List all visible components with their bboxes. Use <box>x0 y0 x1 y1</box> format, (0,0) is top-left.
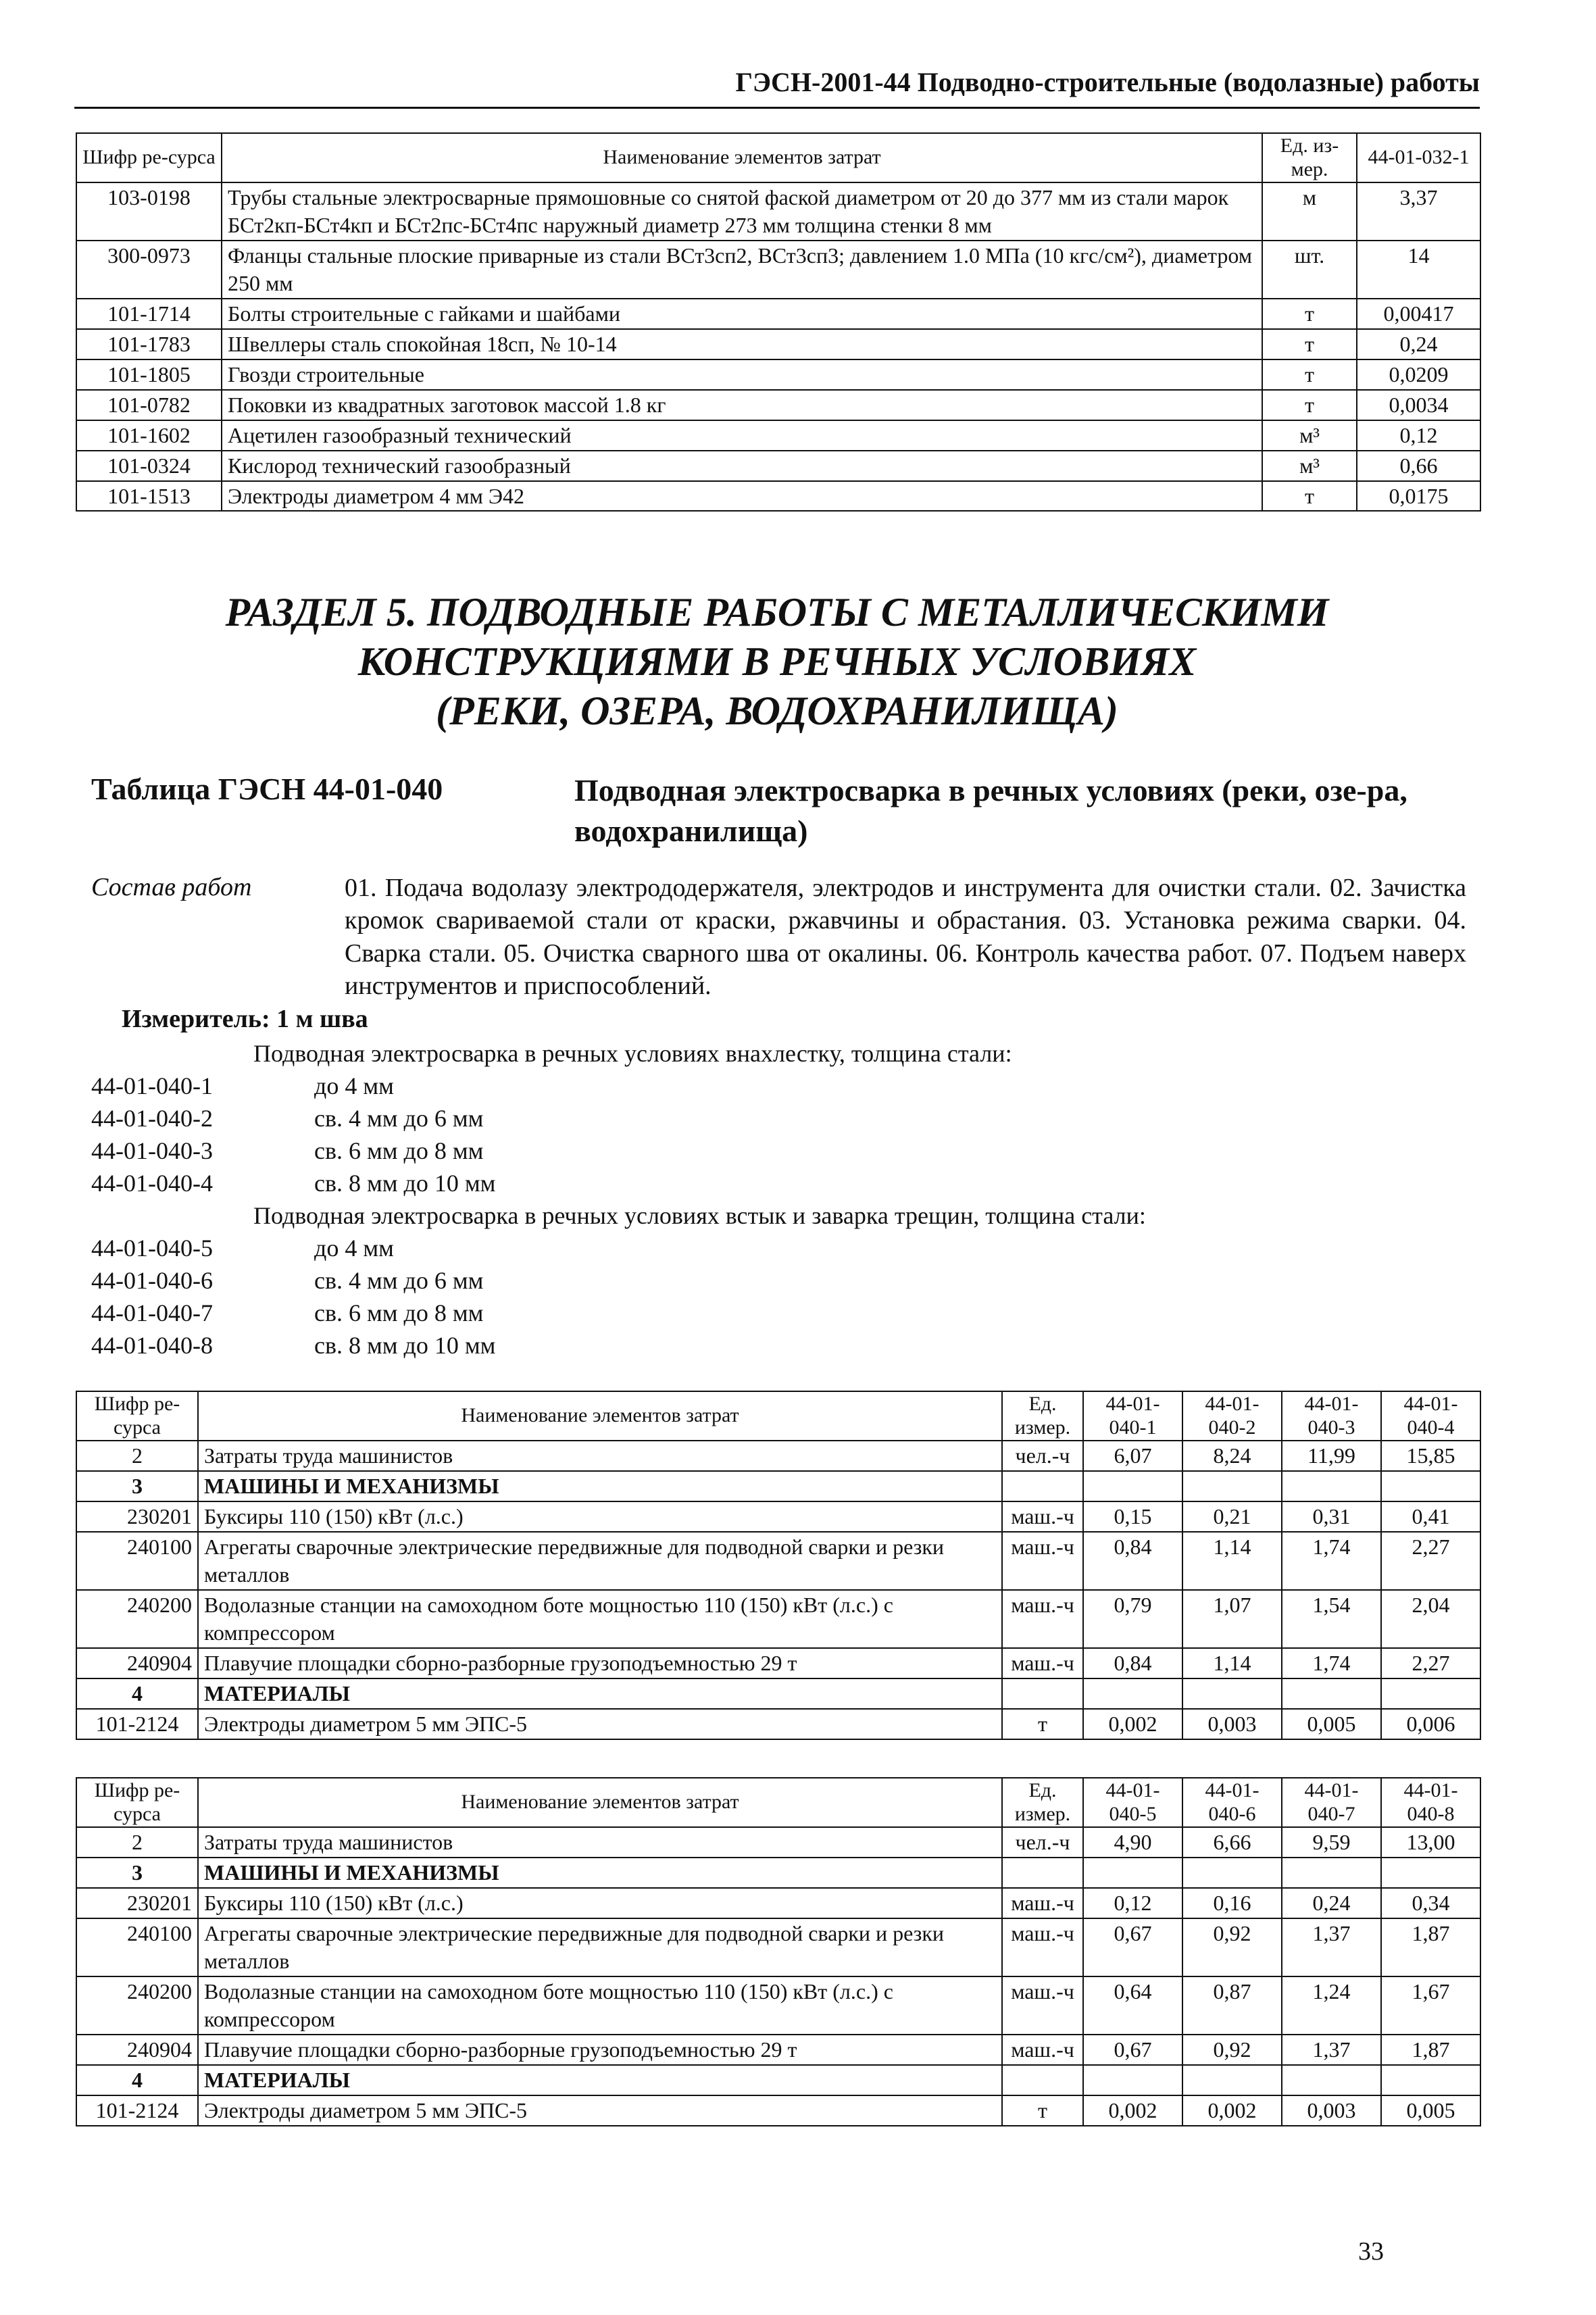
table-row: 101-2124 Электроды диаметром 5 мм ЭПС-5 т 0,002 0,002 0,003 0,005 <box>76 2095 1480 2126</box>
header-unit: Ед. из-мер. <box>1262 133 1357 182</box>
variant-row: 44-01-040-5 до 4 мм <box>91 1235 394 1262</box>
header-norm: 44-01-032-1 <box>1357 133 1480 182</box>
header-code: Шифр ре-сурса <box>76 1778 198 1827</box>
header-unit: Ед. измер. <box>1002 1778 1083 1827</box>
table-header-row <box>76 1391 1480 1441</box>
section-title-line-1: РАЗДЕЛ 5. ПОДВОДНЫЕ РАБОТЫ С МЕТАЛЛИЧЕСКИМИ <box>225 590 1329 634</box>
header-name: Наименование элементов затрат <box>198 1391 1002 1441</box>
variant-row: 44-01-040-7 св. 6 мм до 8 мм <box>91 1299 484 1326</box>
group-row: 3 МАШИНЫ И МЕХАНИЗМЫ <box>76 1471 1480 1501</box>
group-row: 4 МАТЕРИАЛЫ <box>76 1678 1480 1709</box>
measure-unit: Измеритель: 1 м шва <box>122 1005 368 1033</box>
group-row: 4 МАТЕРИАЛЫ <box>76 2065 1480 2095</box>
header-norm-7: 44-01-040-7 <box>1282 1778 1381 1827</box>
table-row: 240100 Агрегаты сварочные электрические передвижные для подводной сварки и резки металлов маш.-ч 0,67 0,92 1,37 1,87 <box>76 1918 1480 1976</box>
variant-row: 44-01-040-2 св. 4 мм до 6 мм <box>91 1105 484 1132</box>
section-title-line-2: КОНСТРУКЦИЯМИ В РЕЧНЫХ УСЛОВИЯХ <box>357 639 1197 684</box>
group-row: 3 МАШИНЫ И МЕХАНИЗМЫ <box>76 1858 1480 1888</box>
resource-table-a <box>76 1391 1481 1740</box>
table-row: 103-0198 Трубы стальные электросварные прямошовные со снятой фаской диаметром от 20 до 377 мм из стали марок БСт2кп-БСт4кп и БСт2пс-БСт4пс наружный диаметр 273 мм толщина стенки 8 мм м 3,37 <box>76 182 1480 241</box>
page-number: 33 <box>1358 2237 1384 2266</box>
section-title-line-3: (РЕКИ, ОЗЕРА, ВОДОХРАНИЛИЩА) <box>436 689 1118 734</box>
variant-row: 44-01-040-1 до 4 мм <box>91 1072 394 1099</box>
table-row: 230201 Буксиры 110 (150) кВт (л.с.) маш.-ч 0,15 0,21 0,31 0,41 <box>76 1501 1480 1532</box>
header-norm-8: 44-01-040-8 <box>1381 1778 1480 1827</box>
resource-table-top <box>76 132 1481 512</box>
variant-row: 44-01-040-4 св. 8 мм до 10 мм <box>91 1170 496 1197</box>
header-norm-6: 44-01-040-6 <box>1182 1778 1282 1827</box>
resource-table-b <box>76 1777 1481 2126</box>
header-unit: Ед. измер. <box>1002 1391 1083 1441</box>
table-row: 240200 Водолазные станции на самоходном боте мощностью 110 (150) кВт (л.с.) с компрессором маш.-ч 0,64 0,87 1,24 1,67 <box>76 1976 1480 2035</box>
norm-table-label: Таблица ГЭСН 44-01-040 <box>91 772 443 806</box>
table-row: 101-1805 Гвозди строительные т 0,0209 <box>76 359 1480 390</box>
table-row: 101-1513 Электроды диаметром 4 мм Э42 т 0,0175 <box>76 481 1480 512</box>
header-norm-1: 44-01-040-1 <box>1083 1391 1182 1441</box>
variant-row: 44-01-040-8 св. 8 мм до 10 мм <box>91 1332 496 1359</box>
table-row: 240100 Агрегаты сварочные электрические передвижные для подводной сварки и резки металлов маш.-ч 0,84 1,14 1,74 2,27 <box>76 1532 1480 1590</box>
table-row: 101-2124 Электроды диаметром 5 мм ЭПС-5 т 0,002 0,003 0,005 0,006 <box>76 1709 1480 1739</box>
norm-table-title: Подводная электросварка в речных условиях (реки, озе-ра, водохранилища) <box>574 773 1407 848</box>
header-code: Шифр ре-сурса <box>76 1391 198 1441</box>
header-norm-4: 44-01-040-4 <box>1381 1391 1480 1441</box>
table-row: 240904 Плавучие площадки сборно-разборные грузоподъемностью 29 т маш.-ч 0,67 0,92 1,37 1,87 <box>76 2035 1480 2065</box>
header-norm-3: 44-01-040-3 <box>1282 1391 1381 1441</box>
variant-group-2-heading: Подводная электросварка в речных условиях встык и заварка трещин, толщина стали: <box>253 1202 1146 1229</box>
table-row: 101-0324 Кислород технический газообразный м³ 0,66 <box>76 451 1480 481</box>
table-row: 240904 Плавучие площадки сборно-разборные грузоподъемностью 29 т маш.-ч 0,84 1,14 1,74 2,27 <box>76 1648 1480 1678</box>
table-row: 2 Затраты труда машинистов чел.-ч 4,90 6,66 9,59 13,00 <box>76 1827 1480 1858</box>
table-header-row <box>76 133 1480 182</box>
variant-row: 44-01-040-6 св. 4 мм до 6 мм <box>91 1267 484 1294</box>
header-norm-2: 44-01-040-2 <box>1182 1391 1282 1441</box>
table-row: 101-0782 Поковки из квадратных заготовок массой 1.8 кг т 0,0034 <box>76 390 1480 420</box>
table-header-row <box>76 1778 1480 1827</box>
table-row: 240200 Водолазные станции на самоходном боте мощностью 110 (150) кВт (л.с.) с компрессором маш.-ч 0,79 1,07 1,54 2,04 <box>76 1590 1480 1648</box>
header-name: Наименование элементов затрат <box>222 133 1262 182</box>
table-row: 101-1714 Болты строительные с гайками и шайбами т 0,00417 <box>76 299 1480 329</box>
header-name: Наименование элементов затрат <box>198 1778 1002 1827</box>
table-row: 101-1783 Швеллеры сталь спокойная 18сп, № 10-14 т 0,24 <box>76 329 1480 359</box>
variant-row: 44-01-040-3 св. 6 мм до 8 мм <box>91 1137 484 1164</box>
header-code: Шифр ре-сурса <box>76 133 222 182</box>
section-title <box>74 588 1480 737</box>
header-norm-5: 44-01-040-5 <box>1083 1778 1182 1827</box>
header-rule <box>74 107 1480 109</box>
table-row: 2 Затраты труда машинистов чел.-ч 6,07 8,24 11,99 15,85 <box>76 1441 1480 1471</box>
running-header: ГЭСН-2001-44 Подводно-строительные (водолазные) работы <box>735 67 1480 97</box>
composition-label: Состав работ <box>91 873 252 901</box>
table-row: 230201 Буксиры 110 (150) кВт (л.с.) маш.-ч 0,12 0,16 0,24 0,34 <box>76 1888 1480 1918</box>
variant-group-1-heading: Подводная электросварка в речных условиях внахлестку, толщина стали: <box>253 1040 1012 1067</box>
table-row: 101-1602 Ацетилен газообразный технический м³ 0,12 <box>76 420 1480 451</box>
composition-text: 01. Подача водолазу электрододержателя, электродов и инструмента для очистки стали. 02. Зачистка кромок свариваемой стали от краски, ржавчины и обрастания. 03. Установка режима сварки. 04. Сварка стали. 05. Очистка сварного шва от окалины. 06. Контроль качества работ. 07. Подъем наверх инструментов и приспособлений. <box>345 874 1466 1000</box>
table-row: 300-0973 Фланцы стальные плоские приварные из стали ВСт3сп2, ВСт3сп3; давлением 1.0 МПа (10 кгс/см²), диаметром 250 мм шт. 14 <box>76 241 1480 299</box>
